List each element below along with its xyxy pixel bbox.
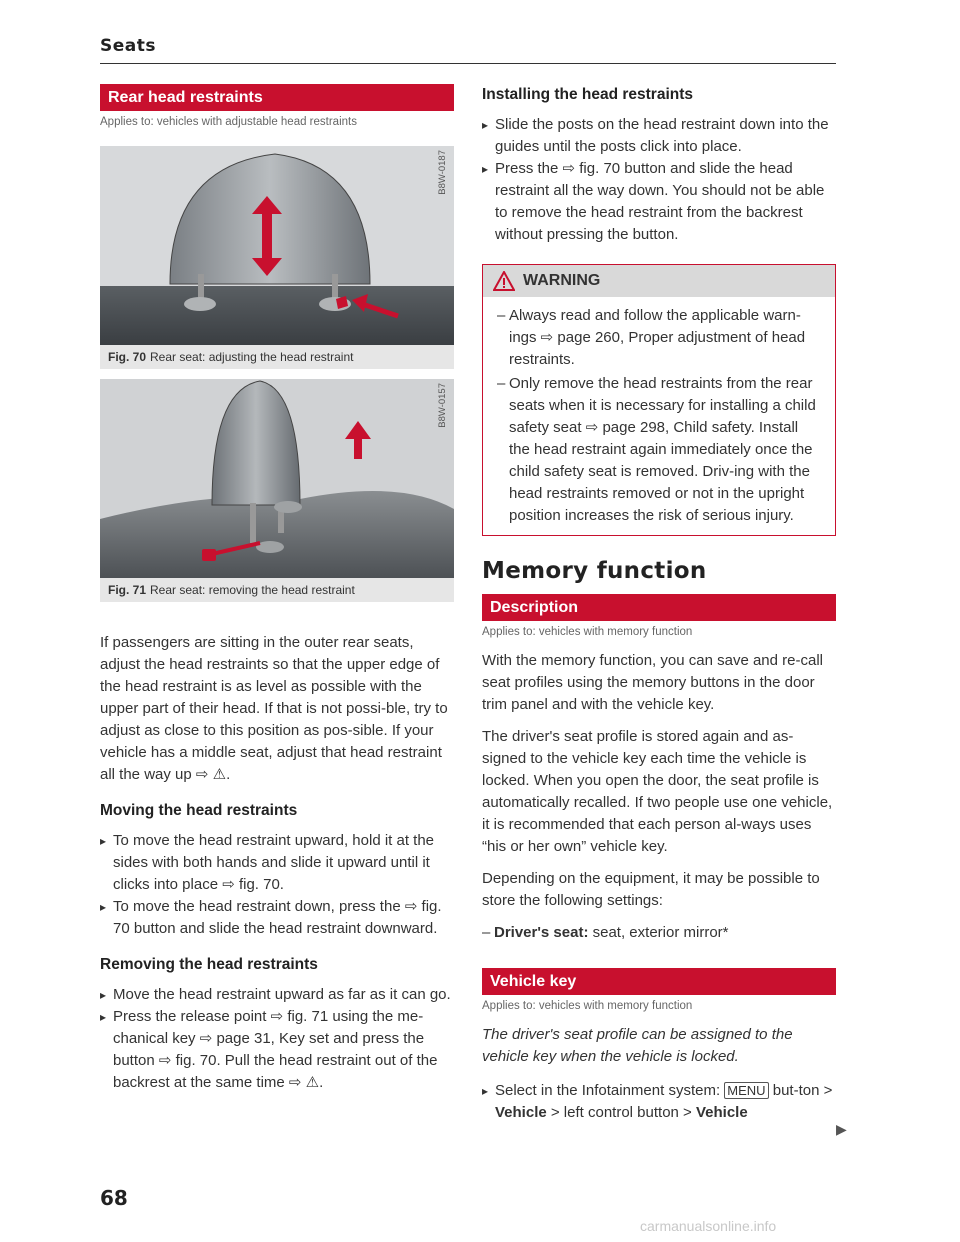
intro-paragraph: If passengers are sitting in the outer rear seats, adjust the head restraints so that the upper edge of the head restraint is as level as possible with the upper part of their head. If that is not possi-ble, try to adjust as close to this position as pos-sible. If your vehicle has a middle seat, adjust that head restraint all the way up ⇨ ⚠.: [100, 634, 448, 783]
applies-to-note: Applies to: vehicles with adjustable head restraints: [100, 116, 357, 128]
right-column: [482, 84, 836, 1124]
figure-70-image: [100, 146, 454, 345]
installing-step-1: ▸ Slide the posts on the head restraint down into the guides until the posts click into place.: [482, 114, 836, 158]
figure-71-id: B8W-0157: [437, 383, 448, 428]
vehicle-key-heading: Vehicle key: [482, 968, 836, 995]
vehicle-key-applies: Applies to: vehicles with memory function: [482, 1000, 693, 1012]
head-restraint-remove-illustration: [100, 379, 454, 578]
moving-step-2: ▸ To move the head restraint down, press the ⇨ fig. 70 button and slide the head restraint downward.: [100, 896, 454, 940]
memory-function-title: Memory function: [482, 558, 707, 584]
drivers-seat-item: – Driver's seat: seat, exterior mirror*: [482, 922, 836, 944]
moving-heading: Moving the head restraints: [100, 802, 298, 819]
warning-body: [483, 297, 835, 535]
vehicle-key-intro: The driver's seat profile can be assigned to the vehicle key when the vehicle is locked.: [482, 1026, 793, 1065]
installing-heading: Installing the head restraints: [482, 86, 694, 103]
watermark: carmanualsonline.info: [640, 1218, 777, 1234]
removing-step-2: ▸ Press the release point ⇨ fig. 71 using the me-chanical key ⇨ page 31, Key set and press the button ⇨ fig. 70. Pull the head restraint out of the backrest at the same time ⇨ ⚠.: [100, 1006, 454, 1094]
vehicle-key-step: ▸ Select in the Infotainment system: MENU but-ton > Vehicle > left control button > Vehicle: [482, 1080, 836, 1124]
figure-70: [100, 146, 454, 369]
warning-item-1: – Always read and follow the applicable warn-ings ⇨ page 260, Proper adjustment of head restraints.: [497, 305, 823, 371]
warning-title: WARNING: [523, 272, 601, 289]
left-column: [100, 84, 454, 1094]
figure-70-caption: Fig. 70 Rear seat: adjusting the head restraint: [100, 345, 454, 369]
description-applies: Applies to: vehicles with memory function: [482, 626, 693, 638]
figure-71: [100, 379, 454, 602]
warning-header: [483, 265, 835, 297]
head-restraint-adjust-illustration: [100, 146, 454, 345]
warning-triangle-icon: [493, 271, 515, 291]
description-heading: Description: [482, 594, 836, 621]
moving-step-1: ▸ To move the head restraint upward, hold it at the sides with both hands and slide it upward until it clicks into place ⇨ fig. 70.: [100, 830, 454, 896]
description-paragraph-2: The driver's seat profile is stored again and as-signed to the vehicle key each time the vehicle is locked. When you open the door, the seat profile is automatically recalled. If two people use one vehicle, it is recommended that each person al-ways uses “his or her own” vehicle key.: [482, 728, 833, 855]
removing-step-1: ▸ Move the head restraint upward as far as it can go.: [100, 984, 454, 1006]
removing-heading: Removing the head restraints: [100, 956, 318, 973]
description-paragraph-3: Depending on the equipment, it may be possible to store the following settings:: [482, 870, 820, 909]
section-title: Seats: [100, 36, 156, 56]
page-number: 68: [100, 1186, 128, 1210]
figure-71-image: [100, 379, 454, 578]
warning-item-2: – Only remove the head restraints from the rear seats when it is necessary for installing a child safety seat ⇨ page 298, Child safety. Install the head restraint again immediately once the child safety seat is removed. Driv-ing with the head restraints removed or not in the upright position increases the risk of serious injury.: [497, 373, 823, 527]
warning-box: [482, 264, 836, 536]
continued-arrow-icon: ▶: [836, 1121, 847, 1137]
figure-71-caption: Fig. 71 Rear seat: removing the head restraint: [100, 578, 454, 602]
installing-step-2: ▸ Press the ⇨ fig. 70 button and slide the head restraint all the way down. You should not be able to remove the head restraint from the backrest without pressing the button.: [482, 158, 836, 246]
figure-70-id: B8W-0187: [437, 150, 448, 195]
rear-head-restraints-heading: Rear head restraints: [100, 84, 454, 111]
description-paragraph-1: With the memory function, you can save and re-call seat profiles using the memory buttons in the door trim panel and with the vehicle key.: [482, 652, 823, 713]
page-header: [100, 36, 836, 64]
menu-key-label: MENU: [724, 1082, 768, 1099]
